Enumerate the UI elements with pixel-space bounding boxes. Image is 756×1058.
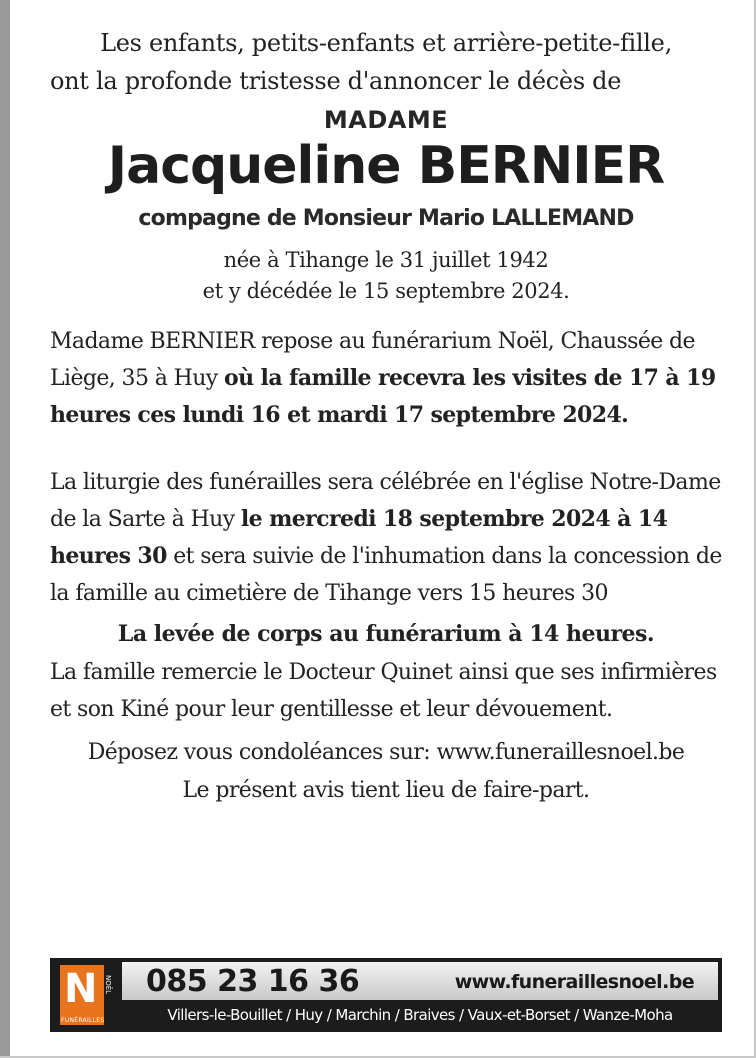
funeral-home-banner	[50, 958, 722, 1032]
birth-death-dates	[50, 245, 722, 307]
intro-line-1: Les enfants, petits-enfants et arrière-petite-fille,	[100, 29, 672, 57]
birth-line: née à Tihange le 31 juillet 1942	[223, 248, 549, 272]
condolences-line: Déposez vous condoléances sur: www.funeraillesnoel.be	[87, 740, 685, 765]
visitation-bold: où la famille recevra les visites de 17 à 19 heures ces lundi 16 et mardi 17 septembre 2024.	[50, 365, 716, 428]
notice-line: Le présent avis tient lieu de faire-part.	[182, 778, 590, 803]
logo-subtitle: FUNÉRAILLES	[61, 1017, 105, 1024]
levee-line: La levée de corps au funérarium à 14 heures.	[117, 621, 655, 647]
liturgy-bold: le mercredi 18 septembre 2024 à 14 heures 30	[50, 506, 668, 569]
thanks-paragraph: La famille remercie le Docteur Quinet ainsi que ses infirmières et son Kiné pour leur gentillesse et leur dévouement.	[50, 660, 717, 722]
companion-line: compagne de Monsieur Mario LALLEMAND	[138, 206, 634, 231]
funeral-home-logo	[54, 961, 112, 1029]
obituary-content	[50, 24, 722, 810]
liturgy-text-1: La liturgie des funérailles sera célébrée en l'église Notre-Dame de la Sarte à Huy	[50, 470, 721, 532]
banner-contact-bar	[122, 962, 718, 1000]
website-link[interactable]: www.funeraillesnoel.be	[454, 971, 694, 993]
phone-number: 085 23 16 36	[146, 964, 360, 999]
logo-side-text: NOËL	[104, 975, 112, 995]
left-border	[0, 0, 10, 1058]
visitation-text: Madame BERNIER repose au funérarium Noël, Chaussée de Liège, 35 à Huy	[50, 329, 695, 391]
visitation-paragraph	[50, 323, 722, 434]
honorific-title: MADAME	[323, 106, 449, 134]
liturgy-paragraph	[50, 464, 722, 612]
intro-line-2: ont la profonde tristesse d'annoncer le décès de	[50, 67, 622, 95]
towns-list: Villers-le-Bouillet / Huy / Marchin / Braives / Vaux-et-Borset / Wanze-Moha	[167, 1006, 673, 1024]
logo-letter: N	[64, 966, 98, 1012]
deceased-name: Jacqueline BERNIER	[107, 136, 665, 196]
liturgy-text-2: et sera suivie de l'inhumation dans la concession de la famille au cimetière de Tihange vers 15 heures 30	[50, 544, 722, 606]
intro	[50, 24, 722, 100]
death-line: et y décédée le 15 septembre 2024.	[202, 279, 570, 303]
